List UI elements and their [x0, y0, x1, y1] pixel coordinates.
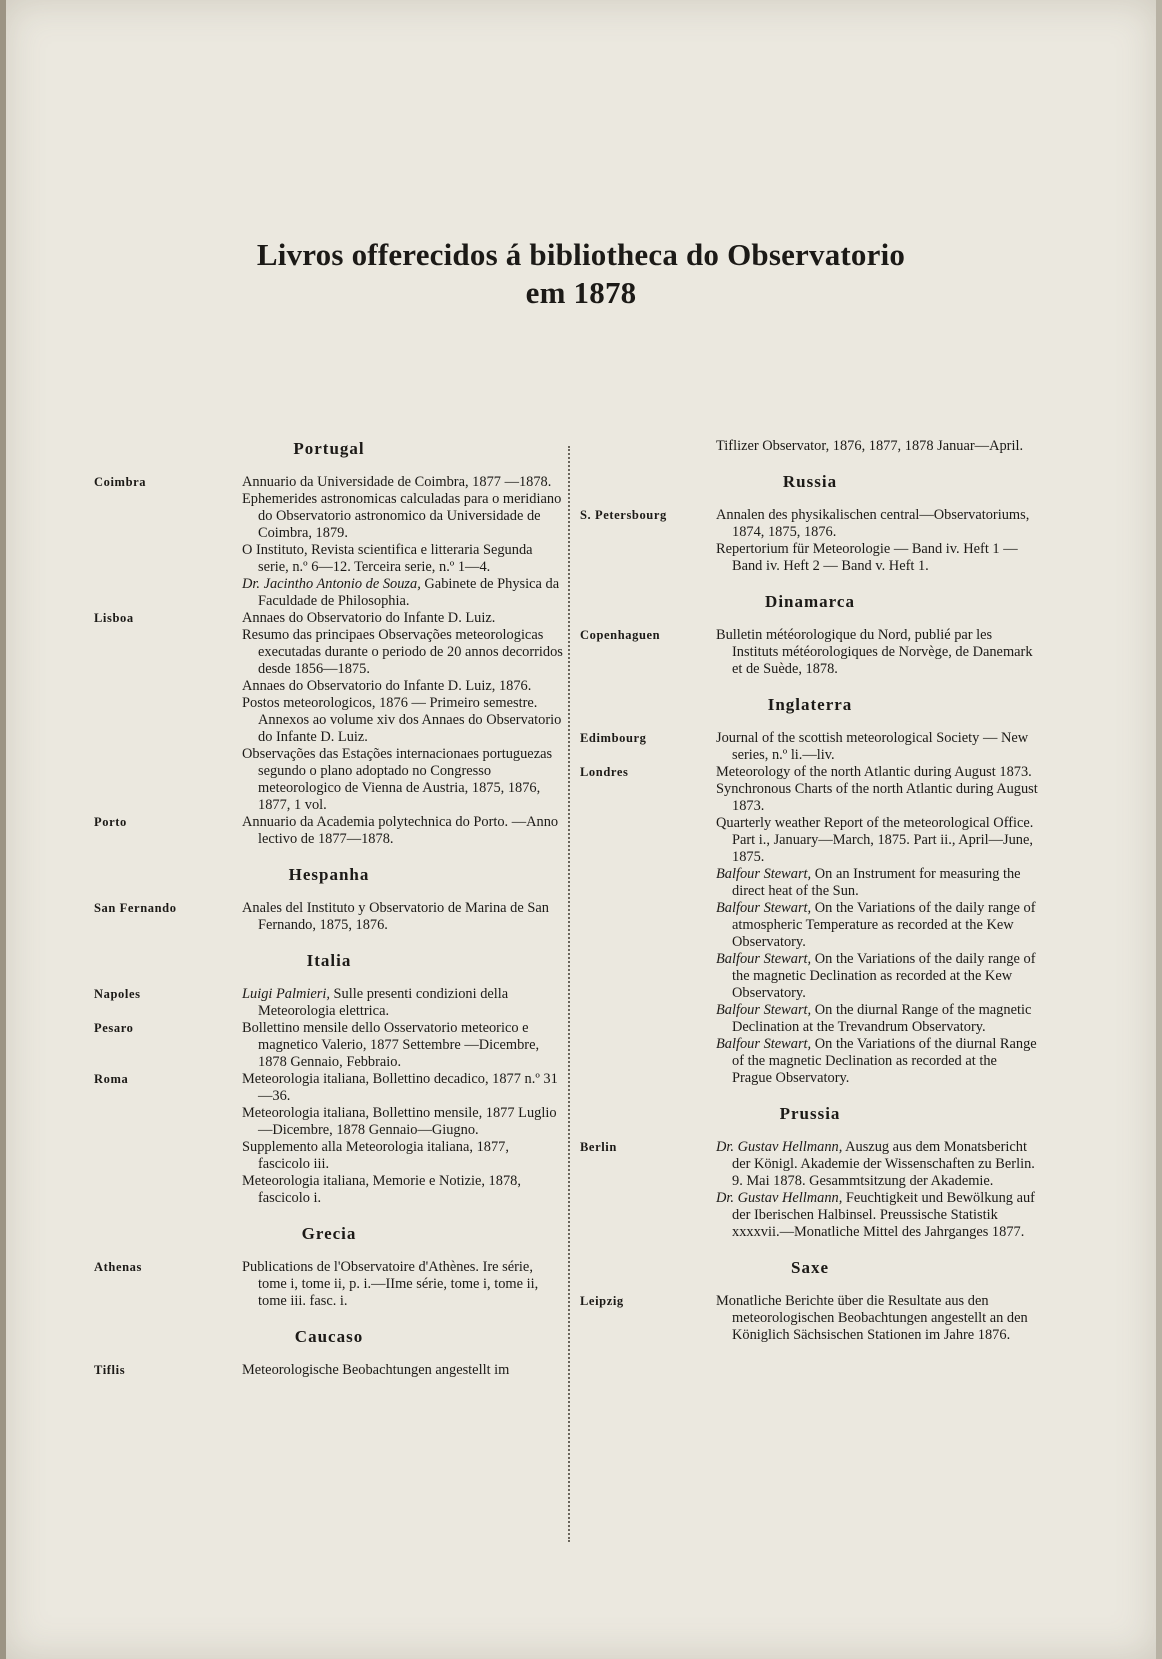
- list-item: [716, 1036, 1040, 1087]
- list-item: Meteorologische Beobachtungen angestellt im: [242, 1362, 510, 1378]
- city-label: Coimbra: [94, 475, 147, 489]
- list-item: [716, 900, 1040, 951]
- entry-copenhaguen: [580, 627, 1040, 678]
- entry-pesaro: [94, 1020, 564, 1071]
- list-item: O Instituto, Revista scientifica e litteraria Segunda serie, n.º 6—12. Terceira serie, n.º 1—4.: [242, 542, 533, 575]
- item-text: On the Variations of the daily range of the magnetic Declination as recorded at the Kew Observatory.: [732, 951, 1036, 1001]
- list-item: [242, 576, 564, 610]
- entry-lisboa: [94, 610, 564, 814]
- list-item: Annaes do Observatorio do Infante D. Luiz, 1876.: [242, 678, 532, 694]
- list-item: Meteorology of the north Atlantic during August 1873.: [716, 764, 1032, 780]
- city-label: Edimbourg: [580, 731, 647, 745]
- city-label: Athenas: [94, 1260, 142, 1274]
- entry-berlin: [580, 1139, 1040, 1241]
- city-label: San Fernando: [94, 901, 177, 915]
- page-title: [0, 236, 1162, 312]
- list-item: Supplemento alla Meteorologia italiana, 1877, fascicolo iii.: [242, 1139, 509, 1172]
- city-label: Porto: [94, 815, 127, 829]
- column-separator: [568, 446, 572, 1542]
- list-item: Synchronous Charts of the north Atlantic during August 1873.: [716, 781, 1038, 814]
- entry-tiflis-continued: [580, 438, 1040, 455]
- author-name: Dr. Gustav Hellmann,: [716, 1139, 843, 1155]
- city-label: Leipzig: [580, 1294, 624, 1308]
- list-item: Bulletin météorologique du Nord, publié par les Instituts météorologiques de Norvège, de Danemark et de Suède, 1878.: [716, 627, 1033, 677]
- item-text: Gabinete de Physica da Faculdade de Philosophia.: [258, 576, 560, 609]
- country-heading-caucaso: Caucaso: [294, 1327, 364, 1346]
- list-item: Quarterly weather Report of the meteorological Office. Part i., January—March, 1875. Part ii., April—June, 1875.: [716, 815, 1034, 865]
- item-text: On the Variations of the daily range of atmospheric Temperature as recorded at the Kew Observatory.: [732, 900, 1036, 950]
- country-heading-prussia: Prussia: [779, 1104, 841, 1123]
- left-column: [94, 438, 564, 1379]
- country-heading-inglaterra: Inglaterra: [767, 695, 853, 714]
- city-label: Tiflis: [94, 1363, 126, 1377]
- list-item: [716, 1190, 1040, 1241]
- list-item: Annuario da Universidade de Coimbra, 1877 —1878.: [242, 474, 552, 490]
- author-name: Balfour Stewart,: [716, 866, 812, 882]
- list-item: Monatliche Berichte über die Resultate aus den meteorologischen Beobachtungen angestellt an den Königlich Sächsischen Stationen im Jahre 1876.: [716, 1293, 1028, 1343]
- item-text: Sulle presenti condizioni della Meteorologia elettrica.: [258, 986, 509, 1019]
- country-heading-hespanha: Hespanha: [288, 865, 370, 884]
- city-label: Londres: [580, 765, 629, 779]
- entry-porto: [94, 814, 564, 848]
- list-item: Meteorologia italiana, Bollettino mensile, 1877 Luglio—Dicembre, 1878 Gennaio—Giugno.: [242, 1105, 557, 1138]
- list-item: Meteorologia italiana, Memorie e Notizie, 1878, fascicolo i.: [242, 1173, 521, 1206]
- entry-coimbra: [94, 474, 564, 610]
- city-label: Pesaro: [94, 1021, 134, 1035]
- author-name: Balfour Stewart,: [716, 1002, 812, 1018]
- list-item: Annalen des physikalischen central—Observatoriums, 1874, 1875, 1876.: [716, 507, 1030, 540]
- author-name: Dr. Gustav Hellmann,: [716, 1190, 843, 1206]
- entry-san-fernando: [94, 900, 564, 934]
- entry-s-petersbourg: [580, 507, 1040, 575]
- list-item: [242, 986, 564, 1020]
- author-name: Balfour Stewart,: [716, 1036, 812, 1052]
- list-item: Publications de l'Observatoire d'Athènes. Ire série, tome i, tome ii, p. i.—IIme série, tome i, tome ii, tome iii. fasc. i.: [242, 1259, 539, 1309]
- author-name: Balfour Stewart,: [716, 951, 812, 967]
- list-item: Annaes do Observatorio do Infante D. Luiz.: [242, 610, 496, 626]
- item-text: On the Variations of the diurnal Range of the magnetic Declination as recorded at the Prague Observatory.: [732, 1036, 1037, 1086]
- entry-leipzig: [580, 1293, 1040, 1344]
- right-column: [580, 438, 1040, 1344]
- item-text: Feuchtigkeit und Bewölkung auf der Iberischen Halbinsel. Preussische Statistik xxxxvii.—Monatliche Mittel des Jahrganges 1877.: [732, 1190, 1035, 1240]
- list-item: Journal of the scottish meteorological Society — New series, n.º li.—liv.: [716, 730, 1029, 763]
- list-item: Resumo das principaes Observações meteorologicas executadas durante o periodo de 20 annos decorridos desde 1856—1875.: [242, 627, 563, 677]
- list-item: [716, 951, 1040, 1002]
- entry-athenas: [94, 1259, 564, 1310]
- list-item: Meteorologia italiana, Bollettino decadico, 1877 n.º 31—36.: [242, 1071, 558, 1104]
- city-label: S. Petersbourg: [580, 508, 667, 522]
- city-label: Berlin: [580, 1140, 617, 1154]
- list-item: Tiflizer Observator, 1876, 1877, 1878 Januar—April.: [716, 438, 1024, 454]
- author-name: Dr. Jacintho Antonio de Souza,: [242, 576, 421, 592]
- title-line-2: em 1878: [525, 275, 637, 310]
- list-item: Ephemerides astronomicas calculadas para o meridiano do Observatorio astronomico da Universidade de Coimbra, 1879.: [242, 491, 562, 541]
- list-item: [716, 1139, 1040, 1190]
- entry-tiflis: [94, 1362, 564, 1379]
- entry-roma: [94, 1071, 564, 1207]
- city-label: Lisboa: [94, 611, 134, 625]
- country-heading-saxe: Saxe: [791, 1258, 829, 1277]
- entry-edimbourg: [580, 730, 1040, 764]
- list-item: Repertorium für Meteorologie — Band iv. Heft 1 — Band iv. Heft 2 — Band v. Heft 1.: [716, 541, 1018, 574]
- list-item: [716, 1002, 1040, 1036]
- item-text: On the diurnal Range of the magnetic Declination at the Trevandrum Observatory.: [732, 1002, 1032, 1035]
- item-text: Auszug aus dem Monatsbericht der Königl. Akademie der Wissenschaften zu Berlin. 9. Mai 1878. Gesammtsitzung der Akademie.: [732, 1139, 1035, 1189]
- title-line-1: Livros offerecidos á bibliotheca do Observatorio: [256, 237, 906, 272]
- country-heading-dinamarca: Dinamarca: [765, 592, 855, 611]
- list-item: Annuario da Academia polytechnica do Porto. —Anno lectivo de 1877—1878.: [242, 814, 559, 847]
- list-item: [716, 866, 1040, 900]
- country-heading-italia: Italia: [306, 951, 352, 970]
- city-label: Roma: [94, 1072, 129, 1086]
- list-item: Observações das Estações internacionaes portuguezas segundo o plano adoptado no Congresso meteorologico de Vienna de Austria, 1875, 1876, 1877, 1 vol.: [242, 746, 553, 813]
- author-name: Luigi Palmieri,: [242, 986, 330, 1002]
- country-heading-russia: Russia: [782, 472, 838, 491]
- country-heading-grecia: Grecia: [301, 1224, 357, 1243]
- city-label: Napoles: [94, 987, 141, 1001]
- author-name: Balfour Stewart,: [716, 900, 812, 916]
- country-heading-portugal: Portugal: [293, 439, 365, 458]
- entry-londres: [580, 764, 1040, 1087]
- city-label: Copenhaguen: [580, 628, 661, 642]
- entry-napoles: [94, 986, 564, 1020]
- list-item: Postos meteorologicos, 1876 — Primeiro semestre. Annexos ao volume xiv dos Annaes do Observatorio do Infante D. Luiz.: [242, 695, 562, 745]
- list-item: Anales del Instituto y Observatorio de Marina de San Fernando, 1875, 1876.: [242, 900, 549, 933]
- item-text: On an Instrument for measuring the direct heat of the Sun.: [732, 866, 1021, 899]
- list-item: Bollettino mensile dello Osservatorio meteorico e magnetico Valerio, 1877 Settembre —Dicembre, 1878 Gennaio, Febbraio.: [242, 1020, 540, 1070]
